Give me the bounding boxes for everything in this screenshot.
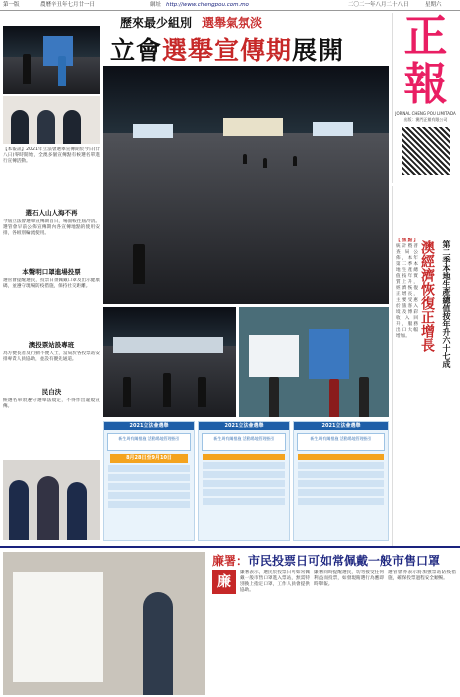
- lunar-date: 農曆辛丑年七月廿一日: [40, 2, 96, 8]
- poster-2-title: 2021立法會選舉: [199, 422, 289, 430]
- header-strip: [0, 0, 460, 11]
- site-label: 網址: [150, 2, 162, 8]
- photo-campaign-booth: [239, 307, 389, 417]
- main-headline: [110, 31, 400, 63]
- weekday: 星期六: [425, 2, 442, 8]
- kicker-headline: [120, 14, 390, 30]
- bottom-headline-tag: 廉署：: [212, 554, 249, 568]
- right-body: [396, 238, 418, 538]
- right-vertical-headline: 澳經濟恢復正增長: [419, 240, 435, 352]
- headline-part-2: 展開: [292, 36, 345, 63]
- left-subhead-3: 澳投票站設專班: [28, 341, 75, 349]
- poster-1-title: 2021立法會選舉: [104, 422, 194, 430]
- issue-date: 二〇二一年八月二十八日: [348, 2, 409, 8]
- photo-night-crowd-left: [103, 307, 236, 417]
- left-caption: 【本報訊】2021年立法會選舉宣傳期於今日(廿八日)零時開始，全澳多個宣傳點有候選名單進行宣傳活動。: [3, 147, 100, 164]
- kicker-right: 選舉氣氛淡: [202, 16, 263, 30]
- left-photo-1: [3, 26, 100, 94]
- bottom-body-1: 廉署表示，選民於投票日可如常佩戴一般市售口罩進入票站，無需特別換上指定口罩，工作人員會提供協助。: [240, 570, 310, 593]
- bottom-headline: [212, 552, 458, 568]
- poster-1-date: 8月28日至9月10日: [110, 454, 188, 463]
- left-photo-3: [3, 460, 100, 540]
- right-column-story: [392, 186, 458, 546]
- right-body-text: 統計暨普查局公佈，本年第二季本地生產總值按年實質上升，經濟恢復正增長，主要受惠於旅客入境及博彩收入回升，服務出口大幅增加。: [396, 244, 418, 339]
- headline-highlight: 選舉宣傳期: [162, 36, 293, 63]
- bottom-body-2: 廉署同時提醒選民，切勿接受任何利益而投票，如發現賄選行為應即時舉報。: [314, 570, 384, 587]
- left-subhead-1: 選石人山人海不再: [25, 209, 78, 217]
- masthead: [392, 13, 458, 183]
- left-subhead-2: 本聲明口罩進場投票: [22, 268, 81, 276]
- poster-2: [198, 421, 290, 541]
- right-vertical-sub: 第二季本地生產總值按年升六十七成: [442, 240, 452, 368]
- left-body-3: 為方便長者及行動不便人士，當局於各投票站安排專責人員協助，並設有優先通道。: [3, 351, 100, 362]
- bottom-body-3: 選管會亦表示將加強票站防疫措施，確保投票過程安全順暢。: [388, 570, 456, 581]
- left-body-1: 今屆立法會選舉宣傳期首日，場面較往屆冷清。選管會早前公佈宣傳期內各宣傳地點的使用安排，各組別輪流使用。: [3, 219, 100, 236]
- kicker-left: 歷來最少組別: [120, 16, 193, 30]
- masthead-char-1: 正: [403, 13, 448, 62]
- masthead-english: JORNAL CHENG POU LIMITADA: [395, 111, 456, 116]
- poster-3-title: 2021立法會選舉: [294, 422, 388, 430]
- poster-1: [103, 421, 195, 541]
- left-body-4: 候選名單須遵守選舉法規定，不得作出違規宣傳。: [3, 398, 100, 409]
- qr-code-icon: [402, 127, 450, 175]
- poster-2-box: 新生周有關措施 活動場地管理指引: [202, 433, 286, 451]
- main-photo-night-square: [103, 66, 389, 304]
- left-body-2: 選管會提醒選民，投票日須佩戴口罩及出示健康碼，並遵守現場防疫措施，保持社交距離。: [3, 278, 100, 289]
- poster-3: [293, 421, 389, 541]
- left-subhead-4: 民白決: [41, 388, 62, 396]
- right-tag: 【焦點】: [396, 238, 418, 243]
- left-photo-2: [3, 96, 100, 144]
- masthead-info: 出版：澳門正報有限公司: [403, 117, 448, 122]
- poster-3-box: 新生周有關措施 活動場地管理指引: [297, 433, 385, 451]
- poster-1-box: 新生周有關措施 活動場地管理指引: [107, 433, 191, 451]
- page-number: 第一版: [3, 2, 20, 8]
- bottom-headline-text: 市民投票日可如常佩戴一般市售口罩: [248, 554, 441, 568]
- bottom-story: [0, 546, 460, 697]
- site-url[interactable]: http://www.chengpou.com.mo: [166, 2, 249, 8]
- bottom-photo-station: [3, 552, 205, 695]
- masthead-char-2: 報: [403, 59, 448, 110]
- bottom-stamp: 廉: [212, 570, 236, 594]
- headline-part-1: 立會: [110, 36, 163, 63]
